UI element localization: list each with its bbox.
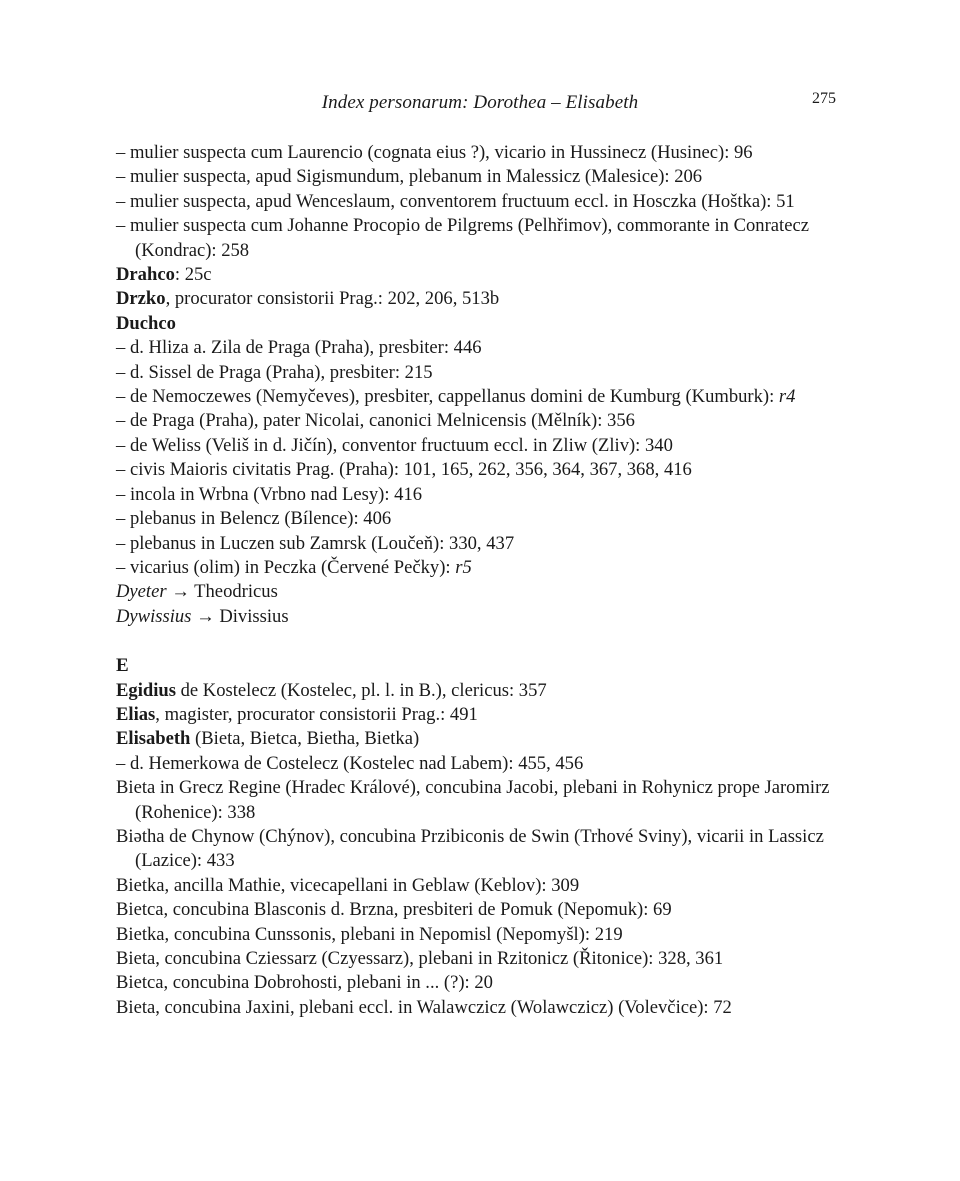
index-entry: – de Weliss (Veliš in d. Jičín), conventor fructuum eccl. in Zliw (Zliv): 340: [116, 434, 673, 456]
entry-text: : 25c: [174, 264, 212, 286]
index-entry: Bieta in Grecz Regine (Hradec Králové), concubina Jacobi, plebani in Rohynicz prope Jaromirz (Rohenice): 338: [116, 777, 830, 823]
index-entry: Bietka, ancilla Mathie, vicecapellani in Geblaw (Keblov): 309: [116, 874, 580, 896]
headword: Elisabeth: [116, 728, 191, 750]
index-entry: – d. Sissel de Praga (Praha), presbiter: 215: [116, 361, 433, 383]
index-entry: Bietca, concubina Dobrohosti, plebani in ... (?): 20: [116, 972, 493, 994]
index-entry: [116, 556, 836, 580]
index-entry: – plebanus in Belencz (Bílence): 406: [116, 508, 392, 530]
entry-text: (Bieta, Bietca, Bietha, Bietka): [190, 728, 420, 750]
index-entry: – d. Hemerkowa de Costelecz (Kostelec nad Labem): 455, 456: [116, 752, 584, 774]
xref-name: Dywissius: [116, 605, 192, 627]
index-entry-headword: [116, 679, 836, 703]
cross-reference: [116, 605, 836, 629]
index-entry: – civis Maioris civitatis Prag. (Praha): 101, 165, 262, 356, 364, 367, 368, 416: [116, 459, 692, 481]
headword: Drahco: [116, 264, 175, 286]
index-entries: [116, 141, 836, 1020]
entry-text: , magister, procurator consistorii Prag.: 491: [155, 703, 478, 725]
headword: Duchco: [116, 312, 176, 334]
running-header: Index personarum: Dorothea – Elisabeth: [321, 92, 639, 113]
index-entry-headword: [116, 703, 836, 727]
index-entry-headword: [116, 312, 836, 336]
section-gap: [116, 629, 836, 654]
index-entry: – incola in Wrbna (Vrbno nad Lesy): 416: [116, 483, 423, 505]
index-entry: Bietka, concubina Cunssonis, plebani in Nepomisl (Nepomyšl): 219: [116, 923, 623, 945]
headword: Egidius: [116, 679, 176, 701]
section-letter: E: [116, 655, 129, 677]
index-entry: – mulier suspecta cum Johanne Procopio de Pilgrems (Pelhřimov), commorante in Conratecz (Kondrac): 258: [116, 215, 809, 261]
entry-text: de Kostelecz (Kostelec, pl. l. in B.), clericus: 357: [175, 679, 547, 701]
arrow-right-icon: →: [196, 605, 215, 627]
index-entry: – plebanus in Luczen sub Zamrsk (Loučeň): 330, 437: [116, 532, 515, 554]
headword: Drzko: [116, 288, 166, 310]
index-entry: Bieta, concubina Jaxini, plebani eccl. in Walawczicz (Wolawczicz) (Volevčice): 72: [116, 996, 732, 1018]
entry-text: – vicarius (olim) in Peczka (Červené Pečky):: [116, 556, 456, 578]
xref-name: Dyeter: [116, 581, 167, 603]
index-entry: [116, 385, 836, 409]
index-entry: – de Praga (Praha), pater Nicolai, canonici Melnicensis (Mělník): 356: [116, 410, 635, 432]
index-entry: – d. Hliza a. Zila de Praga (Praha), presbiter: 446: [116, 337, 482, 359]
index-entry: – mulier suspecta cum Laurencio (cognata eius ?), vicario in Hussinecz (Husinec): 96: [116, 142, 753, 163]
entry-text: – de Nemoczewes (Nemyčeves), presbiter, cappellanus domini de Kumburg (Kumburk):: [116, 386, 779, 408]
index-entry: Bieta, concubina Cziessarz (Czyessarz), plebani in Rzitonicz (Řitonice): 328, 361: [116, 948, 724, 969]
index-entry-headword: [116, 727, 836, 751]
cross-reference: [116, 580, 836, 604]
reference-italic: r5: [455, 556, 472, 578]
xref-target: Divissius: [219, 605, 289, 627]
entry-text: , procurator consistorii Prag.: 202, 206, 513b: [165, 288, 500, 310]
xref-target: Theodricus: [194, 581, 278, 603]
headword: Elias: [116, 703, 156, 725]
index-entry-headword: [116, 263, 836, 287]
page-number: 275: [812, 90, 836, 107]
index-entry: Biətha de Chynow (Chýnov), concubina Przibiconis de Swin (Trhové Sviny), vicarii in Lassicz (Lazice): 433: [116, 825, 824, 872]
index-entry: Bietca, concubina Blasconis d. Brzna, presbiteri de Pomuk (Nepomuk): 69: [116, 899, 672, 921]
reference-italic: r4: [778, 386, 796, 408]
index-entry-headword: [116, 287, 836, 311]
index-entry: – mulier suspecta, apud Sigismundum, plebanum in Malessicz (Malesice): 206: [116, 166, 703, 188]
index-entry: – mulier suspecta, apud Wenceslaum, conventorem fructuum eccl. in Hosczka (Hoštka): 51: [116, 190, 795, 212]
arrow-right-icon: →: [171, 581, 190, 603]
